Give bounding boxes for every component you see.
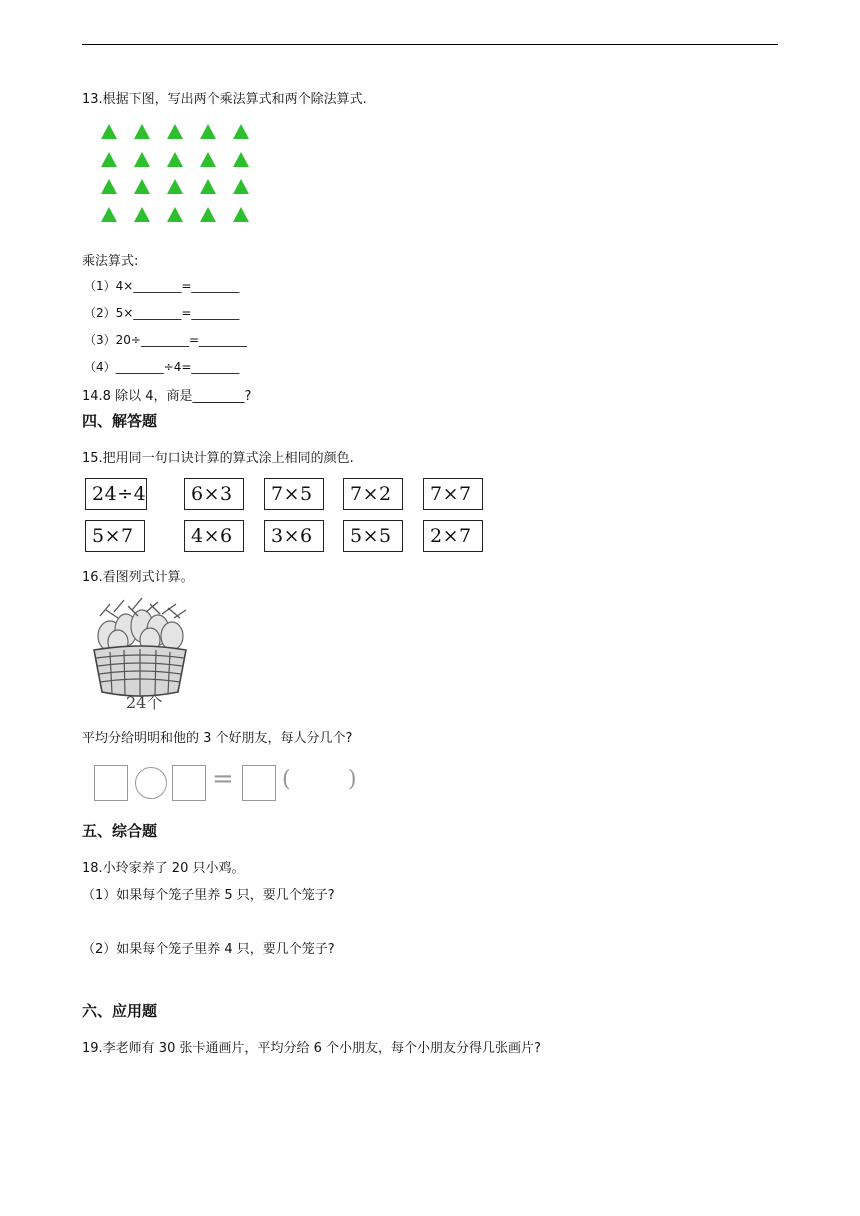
expr-box-r2-5[interactable]: 2×7	[423, 520, 483, 552]
green-triangle-icon	[101, 207, 117, 222]
section-6-title: 六、应用题	[82, 1002, 158, 1020]
fruit-basket-illustration	[88, 596, 192, 714]
triangle-cell	[125, 173, 158, 201]
q13-mult-label: 乘法算式:	[82, 254, 139, 269]
expr-box-r1-1[interactable]: 24÷4	[85, 478, 147, 510]
q14-text: 14.8 除以 4，商是________?	[82, 389, 252, 404]
section-4-title: 四、解答题	[82, 412, 158, 430]
triangle-cell	[125, 118, 158, 146]
triangle-cell	[224, 146, 257, 174]
triangle-cell	[224, 173, 257, 201]
green-triangle-icon	[233, 207, 249, 222]
answer-box-3[interactable]	[242, 765, 276, 801]
q13-line-1: （1）4×________=________	[84, 279, 240, 293]
green-triangle-icon	[167, 179, 183, 194]
header-rule	[82, 44, 778, 45]
paren-open: (	[282, 767, 291, 792]
triangle-cell	[158, 173, 191, 201]
q18-sub-1: （1）如果每个笼子里养 5 只，要几个笼子?	[82, 888, 335, 903]
expr-box-r2-2[interactable]: 4×6	[184, 520, 244, 552]
green-triangle-icon	[134, 179, 150, 194]
triangle-cell	[224, 201, 257, 229]
expr-box-r1-3[interactable]: 7×5	[264, 478, 324, 510]
triangle-cell	[125, 201, 158, 229]
triangle-cell	[158, 146, 191, 174]
expr-box-r1-4[interactable]: 7×2	[343, 478, 403, 510]
triangle-cell	[92, 146, 125, 174]
expr-box-r2-3[interactable]: 3×6	[264, 520, 324, 552]
green-triangle-icon	[233, 124, 249, 139]
triangle-cell	[92, 118, 125, 146]
q16-question: 平均分给明明和他的 3 个好朋友，每人分几个?	[82, 731, 353, 746]
green-triangle-icon	[134, 152, 150, 167]
answer-box-1[interactable]	[94, 765, 128, 801]
green-triangle-icon	[134, 124, 150, 139]
q19-text: 19.李老师有 30 张卡通画片，平均分给 6 个小朋友，每个小朋友分得几张画片?	[82, 1041, 541, 1056]
q18-sub-2: （2）如果每个笼子里养 4 只，要几个笼子?	[82, 942, 335, 957]
q18-title: 18.小玲家养了 20 只小鸡。	[82, 861, 245, 876]
green-triangle-icon	[233, 152, 249, 167]
answer-template	[92, 762, 362, 804]
triangle-cell	[191, 201, 224, 229]
green-triangle-icon	[200, 152, 216, 167]
green-triangle-icon	[200, 124, 216, 139]
triangle-cell	[191, 146, 224, 174]
green-triangle-icon	[167, 207, 183, 222]
triangle-grid	[92, 118, 258, 230]
equals-sign: =	[212, 764, 234, 794]
expr-box-r1-2[interactable]: 6×3	[184, 478, 244, 510]
triangle-cell	[158, 118, 191, 146]
q16-title: 16.看图列式计算。	[82, 570, 194, 585]
green-triangle-icon	[167, 152, 183, 167]
triangle-cell	[125, 146, 158, 174]
expr-box-r1-5[interactable]: 7×7	[423, 478, 483, 510]
triangle-cell	[191, 173, 224, 201]
green-triangle-icon	[134, 207, 150, 222]
triangle-cell	[92, 173, 125, 201]
green-triangle-icon	[200, 179, 216, 194]
triangle-cell	[224, 118, 257, 146]
triangle-cell	[191, 118, 224, 146]
expr-box-r2-4[interactable]: 5×5	[343, 520, 403, 552]
operator-circle[interactable]	[135, 767, 167, 799]
green-triangle-icon	[101, 124, 117, 139]
triangle-cell	[158, 201, 191, 229]
q13-line-2: （2）5×________=________	[84, 306, 240, 320]
answer-box-2[interactable]	[172, 765, 206, 801]
paren-close: )	[348, 767, 357, 792]
q13-line-3: （3）20÷________=________	[84, 333, 248, 347]
green-triangle-icon	[200, 207, 216, 222]
basket-count-label: 24个	[126, 693, 163, 712]
expr-box-r2-1[interactable]: 5×7	[85, 520, 145, 552]
q15-title: 15.把用同一句口诀计算的算式涂上相同的颜色.	[82, 451, 354, 466]
q13-title: 13.根据下图，写出两个乘法算式和两个除法算式.	[82, 92, 367, 107]
triangle-cell	[92, 201, 125, 229]
green-triangle-icon	[101, 179, 117, 194]
green-triangle-icon	[167, 124, 183, 139]
green-triangle-icon	[101, 152, 117, 167]
section-5-title: 五、综合题	[82, 822, 158, 840]
green-triangle-icon	[233, 179, 249, 194]
q13-line-4: （4）________÷4=________	[84, 360, 240, 374]
